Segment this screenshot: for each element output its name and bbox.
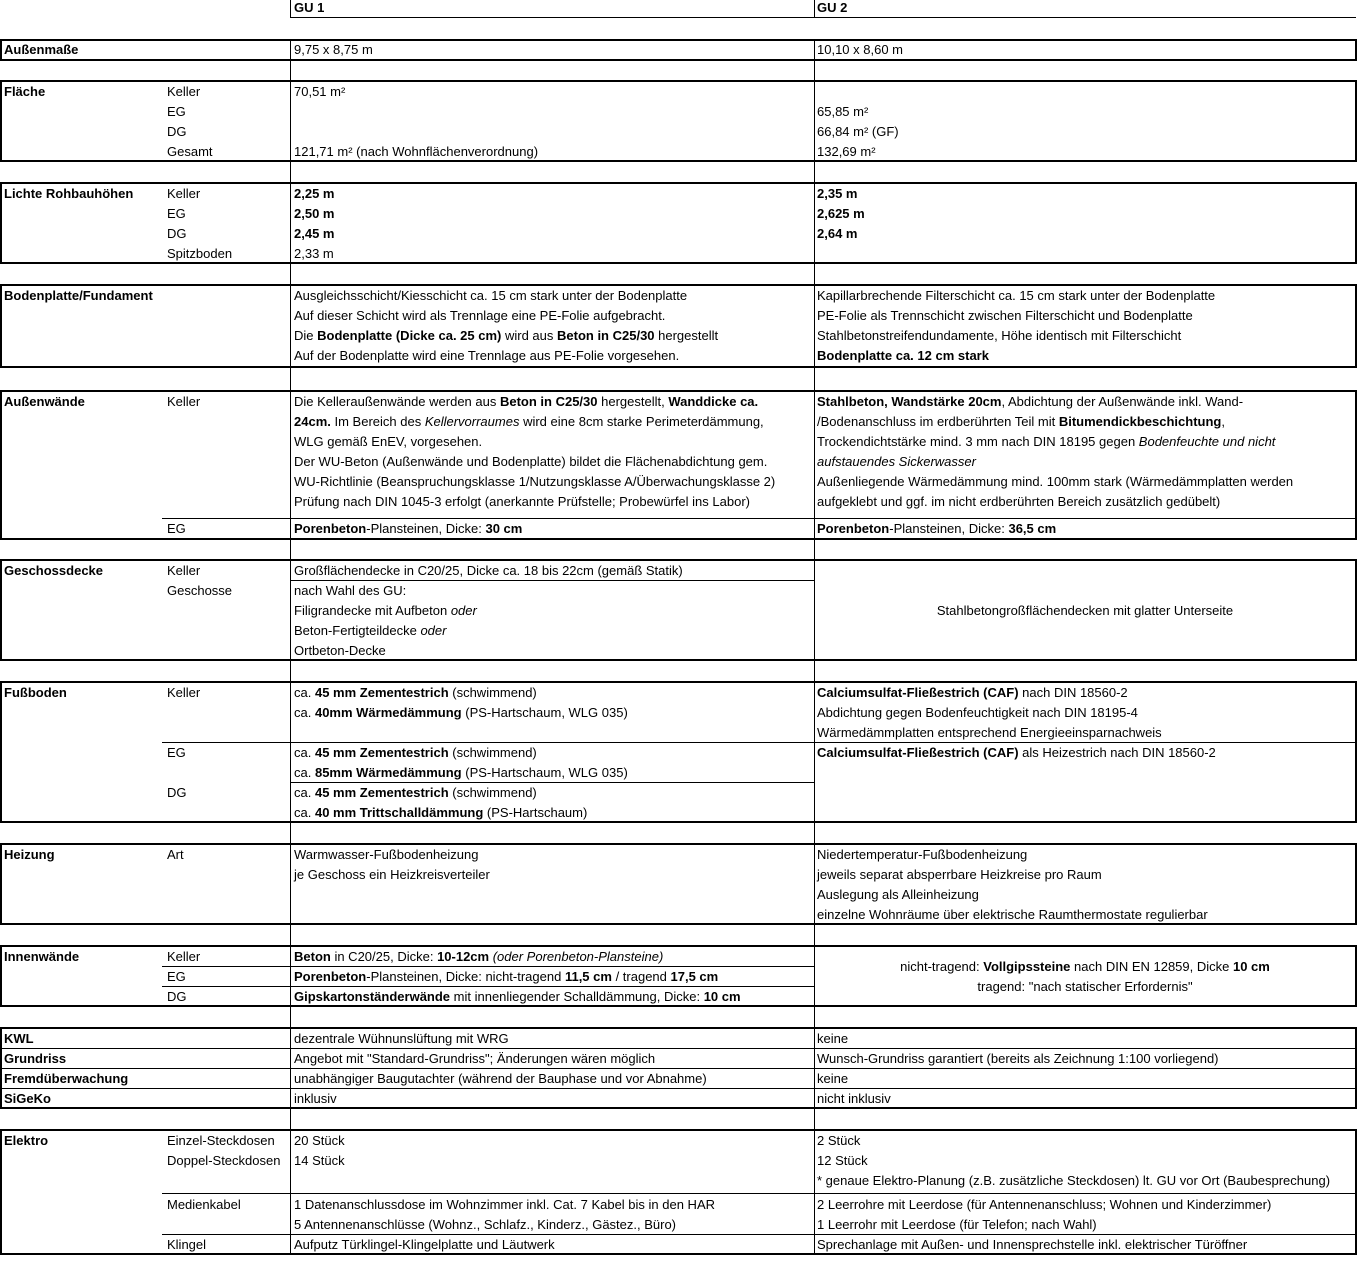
lichte-gu2-eg: 2,625 m	[817, 206, 865, 221]
elektro-medien-gu1-line2: 5 Antennenanschlüsse (Wohnz., Schlafz., Kinderz., Gästez., Büro)	[294, 1217, 677, 1232]
innenwaende-gu2-line1: nicht-tragend: Vollgipssteine nach DIN EN 12859, Dicke 10 cm	[900, 959, 1270, 974]
aussenwaende-keller-label: Keller	[167, 394, 201, 409]
innenwaende-dg-label: DG	[167, 989, 187, 1004]
bodenplatte-gu2-line4: Bodenplatte ca. 12 cm stark	[817, 348, 989, 363]
fussboden-gu2-keller-line3: Wärmedämmplatten entsprechend Energieeinsparnachweis	[817, 725, 1162, 740]
bodenplatte-gu1-line2: Auf dieser Schicht wird als Trennlage eine PE-Folie aufgebracht.	[294, 308, 666, 323]
lichte-gu1-keller: 2,25 m	[294, 186, 335, 201]
row-label-lichte-rohbauhoehen: Lichte Rohbauhöhen	[4, 186, 134, 201]
bodenplatte-gu1-line3: Die Bodenplatte (Dicke ca. 25 cm) wird aus Beton in C25/30 hergestellt	[294, 328, 719, 343]
kwl-gu1: dezentrale Wühnunslüftung mit WRG	[294, 1031, 509, 1046]
row-label-flaeche: Fläche	[4, 84, 46, 99]
flaeche-gesamt-label: Gesamt	[167, 144, 213, 159]
bodenplatte-gu2-line1: Kapillarbrechende Filterschicht ca. 15 cm stark unter der Bodenplatte	[817, 288, 1216, 303]
flaeche-gu1-gesamt: 121,71 m² (nach Wohnflächenverordnung)	[294, 144, 539, 159]
heizung-gu1-line1: Warmwasser-Fußbodenheizung	[294, 847, 479, 862]
fussboden-gu2-keller-line2: Abdichtung gegen Bodenfeuchtigkeit nach DIN 18195-4	[817, 705, 1138, 720]
row-label-innenwaende: Innenwände	[4, 949, 80, 964]
fussboden-keller-label: Keller	[167, 685, 201, 700]
flaeche-gu2-gesamt: 132,69 m²	[817, 144, 876, 159]
bodenplatte-gu1-line1: Ausgleichsschicht/Kiesschicht ca. 15 cm stark unter der Bodenplatte	[294, 288, 688, 303]
aussenwaende-eg-label: EG	[167, 521, 186, 536]
elektro-medien-gu2-line1: 2 Leerrohre mit Leerdose (für Antennenanschluss; Wohnen und Kinderzimmer)	[817, 1197, 1272, 1212]
bodenplatte-gu1-line4: Auf der Bodenplatte wird eine Trennlage aus PE-Folie vorgesehen.	[294, 348, 680, 363]
fussboden-eg-label: EG	[167, 745, 186, 760]
flaeche-keller-label: Keller	[167, 84, 201, 99]
aussenmasse-gu1: 9,75 x 8,75 m	[294, 42, 373, 57]
fussboden-gu1-dg-line1: ca. 45 mm Zementestrich (schwimmend)	[294, 785, 537, 800]
sigeko-gu1: inklusiv	[294, 1091, 337, 1106]
aussenmasse-gu2: 10,10 x 8,60 m	[817, 42, 903, 57]
heizung-gu2-line4: einzelne Wohnräume über elektrische Raumthermostate regulierbar	[817, 907, 1208, 922]
aussenwaende-gu1-line2: 24cm. Im Bereich des Kellervorraumes wird eine 8cm starke Perimeterdämmung,	[294, 414, 764, 429]
aussenwaende-gu1-line3: WLG gemäß EnEV, vorgesehen.	[294, 434, 483, 449]
innenwaende-gu1-eg: Porenbeton-Plansteinen, Dicke: nicht-tragend 11,5 cm / tragend 17,5 cm	[294, 969, 719, 984]
row-label-geschossdecke: Geschossdecke	[4, 563, 104, 578]
innenwaende-gu1-dg: Gipskartonständerwände mit innenliegender Schalldämmung, Dicke: 10 cm	[294, 989, 741, 1004]
kwl-gu2: keine	[817, 1031, 849, 1046]
bodenplatte-gu2-line2: PE-Folie als Trennschicht zwischen Filterschicht und Bodenplatte	[817, 308, 1193, 323]
geschossdecke-gu1-line4: Ortbeton-Decke	[294, 643, 386, 658]
elektro-doppel-gu2: 12 Stück	[817, 1153, 868, 1168]
fussboden-gu1-dg-line2: ca. 40 mm Trittschalldämmung (PS-Hartschaum)	[294, 805, 588, 820]
row-label-elektro: Elektro	[4, 1133, 49, 1148]
row-label-fussboden: Fußboden	[4, 685, 67, 700]
header-gu2: GU 2	[817, 0, 848, 15]
elektro-einzel-gu2: 2 Stück	[817, 1133, 861, 1148]
aussenwaende-gu1-line1: Die Kelleraußenwände werden aus Beton in C25/30 hergestellt, Wanddicke ca.	[294, 394, 759, 409]
lichte-gu1-eg: 2,50 m	[294, 206, 335, 221]
elektro-medien-gu1-line1: 1 Datenanschlussdose im Wohnzimmer inkl. Cat. 7 Kabel bis in den HAR	[294, 1197, 716, 1212]
aussenwaende-gu2-line6: aufgeklebt und ggf. im nicht erdberührten Bereich zusätzlich gedübelt)	[817, 494, 1221, 509]
elektro-medien-label: Medienkabel	[167, 1197, 241, 1212]
geschossdecke-gu2: Stahlbetongroßflächendecken mit glatter Unterseite	[936, 603, 1234, 618]
sigeko-gu2: nicht inklusiv	[817, 1091, 891, 1106]
flaeche-gu1-keller: 70,51 m²	[294, 84, 346, 99]
innenwaende-gu1-keller: Beton in C20/25, Dicke: 10-12cm (oder Porenbeton-Plansteine)	[294, 949, 664, 964]
lichte-eg-label: EG	[167, 206, 186, 221]
elektro-medien-gu2-line2: 1 Leerrohr mit Leerdose (für Telefon; nach Wahl)	[817, 1217, 1097, 1232]
innenwaende-eg-label: EG	[167, 969, 186, 984]
fussboden-gu1-eg-line2: ca. 85mm Wärmedämmung (PS-Hartschaum, WLG 035)	[294, 765, 628, 780]
elektro-klingel-label: Klingel	[167, 1237, 207, 1252]
aussenwaende-gu2-line2: /Bodenanschluss im erdberührten Teil mit Bitumendickbeschichtung,	[817, 414, 1225, 429]
fremdueberwachung-gu1: unabhängiger Baugutachter (während der Bauphase und vor Abnahme)	[294, 1071, 707, 1086]
geschossdecke-keller-label: Keller	[167, 563, 201, 578]
fussboden-gu1-keller-line2: ca. 40mm Wärmedämmung (PS-Hartschaum, WLG 035)	[294, 705, 628, 720]
elektro-klingel-gu2: Sprechanlage mit Außen- und Innensprechstelle inkl. elektrischer Türöffner	[817, 1237, 1248, 1252]
aussenwaende-gu2-line5: Außenliegende Wärmedämmung mind. 100mm stark (Wärmedämmplatten werden	[817, 474, 1294, 489]
aussenwaende-gu2-eg: Porenbeton-Plansteinen, Dicke: 36,5 cm	[817, 521, 1057, 536]
bodenplatte-gu2-line3: Stahlbetonstreifendundamente, Höhe identisch mit Filterschicht	[817, 328, 1182, 343]
header-gu1: GU 1	[294, 0, 325, 15]
row-label-sigeko: SiGeKo	[4, 1091, 51, 1106]
aussenwaende-gu1-eg: Porenbeton-Plansteinen, Dicke: 30 cm	[294, 521, 523, 536]
elektro-doppel-gu1: 14 Stück	[294, 1153, 345, 1168]
lichte-gu1-dg: 2,45 m	[294, 226, 335, 241]
geschossdecke-gu1-line3: Beton-Fertigteildecke oder	[294, 623, 447, 638]
aussenwaende-gu2-line3: Trockendichtstärke mind. 3 mm nach DIN 18195 gegen Bodenfeuchte und nicht	[817, 434, 1276, 449]
geschossdecke-gu1-keller: Großflächendecke in C20/25, Dicke ca. 18 bis 22cm (gemäß Statik)	[294, 563, 683, 578]
aussenwaende-gu1-line4: Der WU-Beton (Außenwände und Bodenplatte) bildet die Flächenabdichtung gem.	[294, 454, 768, 469]
flaeche-dg-label: DG	[167, 124, 187, 139]
row-label-kwl: KWL	[4, 1031, 34, 1046]
grundriss-gu1: Angebot mit "Standard-Grundriss"; Änderungen wären möglich	[294, 1051, 656, 1066]
aussenwaende-gu2-line4: aufstauendes Sickerwasser	[817, 454, 976, 469]
flaeche-eg-label: EG	[167, 104, 186, 119]
aussenwaende-gu1-line5: WU-Richtlinie (Beanspruchungsklasse 1/Nutzungsklasse A/Überwachungsklasse 2)	[294, 474, 776, 489]
elektro-klingel-gu1: Aufputz Türklingel-Klingelplatte und Läutwerk	[294, 1237, 555, 1252]
heizung-gu2-line3: Auslegung als Alleinheizung	[817, 887, 979, 902]
heizung-art-label: Art	[167, 847, 184, 862]
grundriss-gu2: Wunsch-Grundriss garantiert (bereits als Zeichnung 1:100 vorliegend)	[817, 1051, 1219, 1066]
lichte-keller-label: Keller	[167, 186, 201, 201]
flaeche-gu2-eg: 65,85 m²	[817, 104, 869, 119]
geschossdecke-gu1-line2: Filigrandecke mit Aufbeton oder	[294, 603, 477, 618]
lichte-dg-label: DG	[167, 226, 187, 241]
innenwaende-keller-label: Keller	[167, 949, 201, 964]
elektro-doppel-gu2-note: * genaue Elektro-Planung (z.B. zusätzliche Steckdosen) lt. GU vor Ort (Baubesprechung)	[817, 1173, 1331, 1188]
row-label-grundriss: Grundriss	[4, 1051, 67, 1066]
innenwaende-gu2-line2: tragend: "nach statischer Erfordernis"	[977, 979, 1193, 994]
fussboden-gu2-keller-line1: Calciumsulfat-Fließestrich (CAF) nach DIN 18560-2	[817, 685, 1128, 700]
row-label-aussenmasse: Außenmaße	[4, 42, 79, 57]
row-label-fremdueberwachung: Fremdüberwachung	[4, 1071, 129, 1086]
flaeche-gu2-dg: 66,84 m² (GF)	[817, 124, 899, 139]
fussboden-gu2-eg: Calciumsulfat-Fließestrich (CAF) als Heizestrich nach DIN 18560-2	[817, 745, 1216, 760]
fremdueberwachung-gu2: keine	[817, 1071, 849, 1086]
lichte-gu2-dg: 2,64 m	[817, 226, 858, 241]
elektro-doppel-label: Doppel-Steckdosen	[167, 1153, 281, 1168]
geschossdecke-geschosse-label: Geschosse	[167, 583, 233, 598]
elektro-einzel-label: Einzel-Steckdosen	[167, 1133, 275, 1148]
elektro-einzel-gu1: 20 Stück	[294, 1133, 345, 1148]
row-label-aussenwaende: Außenwände	[4, 394, 85, 409]
lichte-spitzboden-label: Spitzboden	[167, 246, 233, 261]
row-label-heizung: Heizung	[4, 847, 55, 862]
geschossdecke-gu1-line1: nach Wahl des GU:	[294, 583, 407, 598]
aussenwaende-gu2-line1: Stahlbeton, Wandstärke 20cm, Abdichtung der Außenwände inkl. Wand-	[817, 394, 1244, 409]
fussboden-dg-label: DG	[167, 785, 187, 800]
heizung-gu1-line2: je Geschoss ein Heizkreisverteiler	[294, 867, 490, 882]
row-label-bodenplatte: Bodenplatte/Fundament	[4, 288, 153, 303]
heizung-gu2-line2: jeweils separat absperrbare Heizkreise pro Raum	[817, 867, 1102, 882]
aussenwaende-gu1-line6: Prüfung nach DIN 1045-3 erfolgt (anerkannte Prüfstelle; Probewürfel ins Labor)	[294, 494, 750, 509]
fussboden-gu1-keller-line1: ca. 45 mm Zementestrich (schwimmend)	[294, 685, 537, 700]
fussboden-gu1-eg-line1: ca. 45 mm Zementestrich (schwimmend)	[294, 745, 537, 760]
lichte-gu2-keller: 2,35 m	[817, 186, 858, 201]
lichte-gu1-spitzboden: 2,33 m	[294, 246, 334, 261]
heizung-gu2-line1: Niedertemperatur-Fußbodenheizung	[817, 847, 1028, 862]
